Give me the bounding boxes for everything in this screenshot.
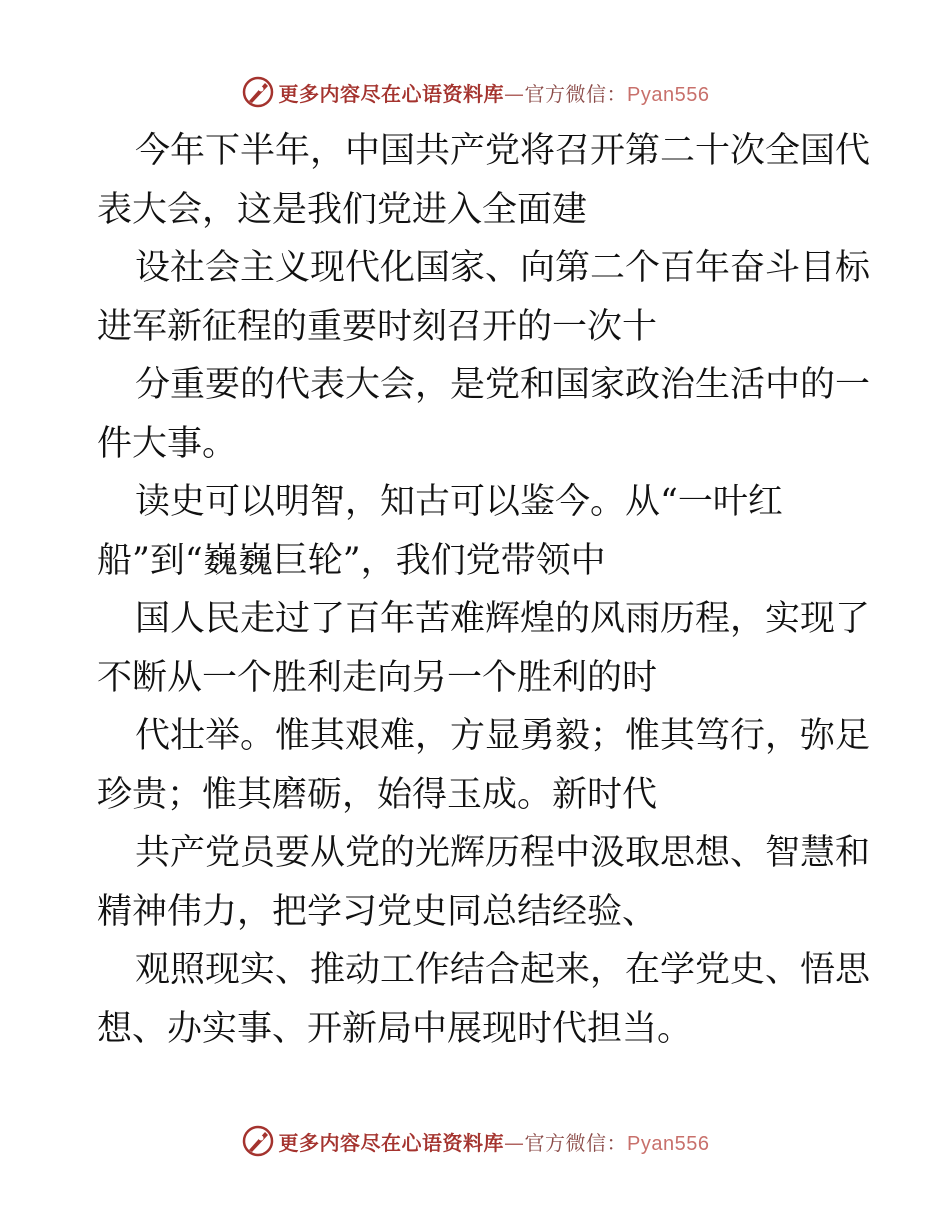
body-line-9: 国人民走过了百年苦难辉煌的风雨历程，实现了 <box>135 599 871 639</box>
body-line-16: 想、办实事、开新局中展现时代担当。 <box>97 1008 693 1049</box>
body-line-3: 设社会主义现代化国家、向第二个百年奋斗目标 <box>135 248 871 288</box>
watermark-text <box>279 1127 710 1156</box>
body-line-8: 船”到“巍巍巨轮”，我们党带领中 <box>97 540 606 581</box>
watermark-wechat-id: Pyan556 <box>627 1132 710 1155</box>
body-line-2: 表大会，这是我们党进入全面建 <box>97 189 588 230</box>
watermark-separator: — <box>504 1130 525 1155</box>
body-line-13: 共产党员要从党的光辉历程中汲取思想、智慧和 <box>135 833 871 873</box>
quill-logo-icon <box>241 75 275 109</box>
watermark-wechat-label: 官方微信： <box>524 81 628 106</box>
body-line-10: 不断从一个胜利走向另一个胜利的时 <box>97 657 658 698</box>
body-line-4: 进军新征程的重要时刻召开的一次十 <box>97 306 658 347</box>
body-line-6: 件大事。 <box>97 423 238 464</box>
body-line-7: 读史可以明智，知古可以鉴今。从“一叶红 <box>135 482 783 522</box>
body-line-12: 珍贵；惟其磨砺，始得玉成。新时代 <box>97 774 658 815</box>
body-line-15: 观照现实、推动工作结合起来，在学党史、悟思 <box>135 950 871 990</box>
watermark-text <box>279 78 710 107</box>
footer-watermark <box>0 1121 950 1161</box>
watermark-brand: 更多内容尽在心语资料库 <box>278 81 505 106</box>
watermark-wechat-label: 官方微信： <box>524 1130 628 1155</box>
header-watermark <box>0 72 950 112</box>
body-line-14: 精神伟力，把学习党史同总结经验、 <box>97 891 658 932</box>
watermark-brand: 更多内容尽在心语资料库 <box>278 1130 505 1155</box>
body-line-5: 分重要的代表大会，是党和国家政治生活中的一 <box>135 365 871 405</box>
body-line-11: 代壮举。惟其艰难，方显勇毅；惟其笃行，弥足 <box>135 716 871 756</box>
body-line-1: 今年下半年，中国共产党将召开第二十次全国代 <box>135 131 871 171</box>
watermark-separator: — <box>504 81 525 106</box>
quill-logo-icon <box>241 1124 275 1158</box>
watermark-wechat-id: Pyan556 <box>627 83 710 106</box>
document-body <box>97 122 871 1058</box>
